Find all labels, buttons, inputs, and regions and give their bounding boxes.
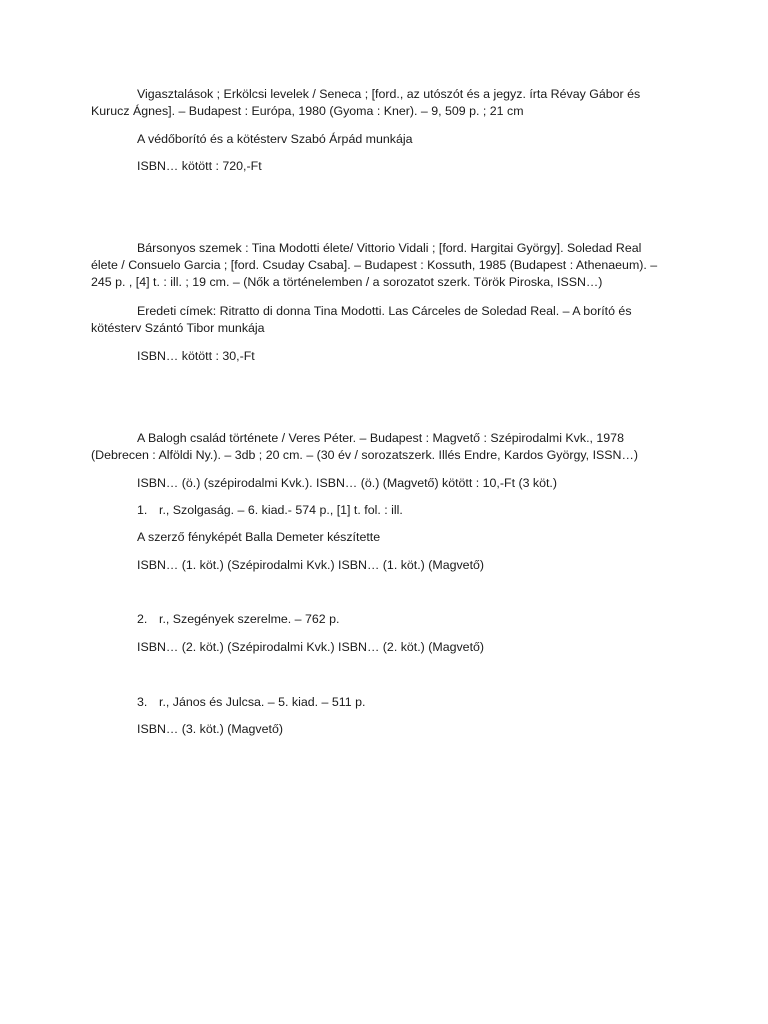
volume-1-title-line bbox=[137, 502, 403, 519]
volume-2-title-line bbox=[137, 611, 339, 628]
volume-1-note: A szerző fényképét Balla Demeter készítette bbox=[137, 530, 381, 544]
entry-3-description: A Balogh család története / Veres Péter. – Budapest : Magvető : Szépirodalmi Kvk., 1978 (Debrecen : Alföldi Ny.). – 3db ; 20 cm. – (30 év / sorozatszerk. Illés Endre, Kardos György, ISSN…) bbox=[91, 431, 639, 462]
volume-3-title: r., János és Julcsa. – 5. kiad. – 511 p. bbox=[159, 695, 366, 709]
volume-1-isbn: ISBN… (1. köt.) (Szépirodalmi Kvk.) ISBN… (1. köt.) (Magvető) bbox=[137, 558, 485, 572]
volume-1-title: r., Szolgaság. – 6. kiad.- 574 p., [1] t. fol. : ill. bbox=[159, 503, 403, 517]
volume-2-title: r., Szegények szerelme. – 762 p. bbox=[159, 612, 340, 626]
volume-1-number: 1. bbox=[137, 503, 148, 517]
volume-3-number: 3. bbox=[137, 695, 148, 709]
entry-3-isbn: ISBN… (ö.) (szépirodalmi Kvk.). ISBN… (ö.) (Magvető) kötött : 10,-Ft (3 köt.) bbox=[137, 476, 558, 490]
entry-2-description: Bársonyos szemek : Tina Modotti élete/ Vittorio Vidali ; [ford. Hargitai György]. Soledad Real élete / Consuelo Garcia ; [ford. Csuday Csaba]. – Budapest : Kossuth, 1985 (Budapest : Athenaeum). – 245 p. , [4] t. : ill. ; 19 cm. – (Nők a történelemben / a sorozatot szerk. Török Piroska, ISSN…) bbox=[91, 241, 658, 289]
entry-1-description: Vigasztalások ; Erkölcsi levelek / Seneca ; [ford., az utószót és a jegyz. írta Révay Gábor és Kurucz Ágnes]. – Budapest : Európa, 1980 (Gyoma : Kner). – 9, 509 p. ; 21 cm bbox=[91, 87, 641, 118]
entry-2-isbn: ISBN… kötött : 30,-Ft bbox=[137, 349, 255, 363]
entry-1-isbn: ISBN… kötött : 720,-Ft bbox=[137, 159, 262, 173]
volume-3-title-line bbox=[137, 694, 365, 711]
volume-2-isbn: ISBN… (2. köt.) (Szépirodalmi Kvk.) ISBN… (2. köt.) (Magvető) bbox=[137, 640, 485, 654]
volume-2-number: 2. bbox=[137, 612, 148, 626]
entry-2-note: Eredeti címek: Ritratto di donna Tina Modotti. Las Cárceles de Soledad Real. – A borító és kötésterv Szántó Tibor munkája bbox=[91, 304, 632, 335]
volume-3-isbn: ISBN… (3. köt.) (Magvető) bbox=[137, 722, 283, 736]
entry-1-note: A védőborító és a kötésterv Szabó Árpád munkája bbox=[137, 132, 413, 146]
